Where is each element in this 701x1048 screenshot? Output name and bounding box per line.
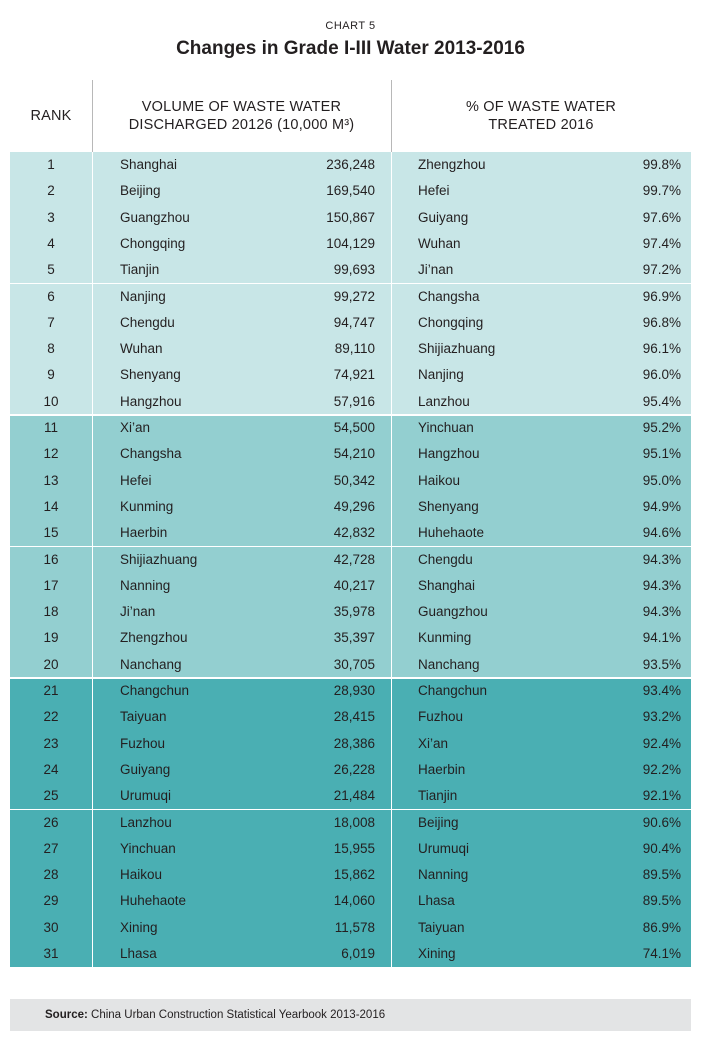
header-percent-line1: % OF WASTE WATER (465, 99, 617, 115)
volume-value-cell: 150,867 (326, 209, 375, 225)
treated-city-cell: Wuhan (418, 235, 461, 251)
treated-percent-cell: 96.0% (642, 367, 681, 383)
rank-cell: 25 (43, 788, 59, 804)
volume-city-cell: Urumuqi (120, 788, 172, 804)
rank-cell: 1 (47, 157, 55, 172)
treated-city-cell: Xining (418, 946, 456, 961)
volume-value-cell: 26,228 (333, 761, 375, 777)
table-row (10, 573, 691, 599)
rank-cell: 16 (43, 551, 59, 567)
treated-city-cell: Haikou (418, 472, 461, 488)
volume-city-cell: Guangzhou (120, 209, 190, 225)
volume-value-cell: 35,397 (333, 630, 375, 646)
rank-cell: 15 (43, 525, 59, 541)
treated-percent-cell: 95.2% (642, 420, 681, 435)
volume-value-cell: 54,500 (333, 420, 375, 435)
volume-value-cell: 28,386 (333, 735, 375, 751)
table-row (10, 862, 691, 888)
chart-title: Changes in Grade I-III Water 2013-2016 (176, 38, 525, 59)
treated-percent-cell: 96.8% (642, 314, 681, 330)
volume-value-cell: 49,296 (333, 498, 375, 514)
volume-city-cell: Nanjing (120, 288, 166, 304)
table-row (10, 468, 691, 494)
volume-value-cell: 94,747 (333, 314, 375, 330)
volume-city-cell: Shanghai (120, 157, 178, 172)
volume-city-cell: Chengdu (120, 314, 175, 330)
chart-label: CHART 5 (325, 20, 376, 32)
treated-percent-cell: 95.0% (642, 472, 681, 488)
treated-percent-cell: 97.6% (642, 209, 681, 225)
header-volume-line1: VOLUME OF WASTE WATER (141, 99, 342, 115)
treated-percent-cell: 92.4% (642, 735, 681, 751)
volume-city-cell: Beijing (120, 183, 161, 199)
table-row (10, 652, 691, 678)
column-divider (391, 152, 392, 967)
treated-percent-cell: 99.7% (642, 183, 681, 199)
treated-percent-cell: 97.2% (642, 262, 681, 278)
volume-value-cell: 40,217 (333, 577, 375, 593)
rank-cell: 31 (43, 946, 59, 961)
volume-value-cell: 104,129 (326, 235, 375, 251)
treated-percent-cell: 94.6% (642, 525, 681, 541)
treated-city-cell: Zhengzhou (418, 157, 486, 172)
volume-value-cell: 42,728 (333, 551, 375, 567)
rank-cell: 3 (47, 209, 55, 225)
treated-city-cell: Huhehaote (418, 525, 485, 541)
rank-cell: 21 (43, 683, 59, 698)
treated-city-cell: Beijing (418, 814, 459, 830)
volume-value-cell: 236,248 (326, 157, 375, 172)
table-row (10, 415, 691, 441)
rank-cell: 14 (43, 498, 59, 514)
table-row (10, 284, 691, 310)
volume-city-cell: Taiyuan (120, 709, 167, 725)
volume-city-cell: Haerbin (120, 525, 168, 541)
volume-city-cell: Haikou (120, 867, 163, 883)
treated-percent-cell: 95.4% (642, 393, 681, 409)
rank-cell: 18 (43, 604, 59, 620)
table-header (10, 80, 691, 152)
treated-percent-cell: 90.4% (642, 840, 681, 856)
treated-city-cell: Guangzhou (418, 604, 488, 620)
table-row (10, 310, 691, 336)
volume-city-cell: Wuhan (120, 341, 163, 357)
volume-value-cell: 99,272 (333, 288, 375, 304)
treated-percent-cell: 96.9% (642, 288, 681, 304)
volume-city-cell: Hefei (120, 472, 152, 488)
treated-city-cell: Nanning (418, 867, 469, 883)
rank-cell: 12 (43, 446, 59, 462)
table-row (10, 231, 691, 257)
treated-percent-cell: 94.3% (642, 604, 681, 620)
treated-city-cell: Shijiazhuang (418, 341, 496, 357)
source-note (10, 999, 691, 1031)
treated-city-cell: Nanchang (418, 656, 480, 672)
table-row (10, 810, 691, 836)
header-volume-line2: DISCHARGED 20126 (10,000 M³) (128, 117, 355, 133)
volume-value-cell: 169,540 (326, 183, 375, 199)
table-row (10, 441, 691, 467)
rank-cell: 24 (43, 761, 59, 777)
rank-cell: 17 (43, 577, 59, 593)
rank-cell: 6 (47, 288, 55, 304)
treated-city-cell: Taiyuan (418, 919, 465, 935)
volume-value-cell: 14,060 (333, 893, 375, 909)
rank-cell: 13 (43, 472, 59, 488)
rank-cell: 7 (47, 314, 55, 330)
volume-city-cell: Tianjin (120, 262, 160, 278)
table-row (10, 205, 691, 231)
volume-value-cell: 74,921 (333, 367, 375, 383)
rank-cell: 10 (43, 393, 59, 409)
table-row (10, 704, 691, 730)
volume-city-cell: Shijiazhuang (120, 551, 198, 567)
column-divider (92, 152, 93, 967)
tier-separator (10, 677, 691, 679)
treated-city-cell: Chongqing (418, 314, 484, 330)
volume-city-cell: Hangzhou (120, 393, 182, 409)
volume-value-cell: 15,955 (333, 840, 375, 856)
treated-percent-cell: 94.1% (642, 630, 681, 646)
volume-value-cell: 30,705 (333, 656, 375, 672)
treated-city-cell: Lhasa (418, 893, 455, 909)
volume-city-cell: Zhengzhou (120, 630, 188, 646)
table-row (10, 731, 691, 757)
treated-city-cell: Shenyang (418, 498, 479, 514)
rank-cell: 29 (43, 893, 59, 909)
treated-percent-cell: 90.6% (642, 814, 681, 830)
volume-city-cell: Kunming (120, 498, 174, 514)
table-row (10, 389, 691, 415)
volume-city-cell: Fuzhou (120, 735, 166, 751)
volume-value-cell: 21,484 (333, 788, 375, 804)
table-row (10, 625, 691, 651)
treated-city-cell: Chengdu (418, 551, 473, 567)
treated-city-cell: Yinchuan (418, 420, 474, 435)
treated-percent-cell: 95.1% (642, 446, 681, 462)
treated-percent-cell: 89.5% (642, 893, 681, 909)
volume-city-cell: Lhasa (120, 946, 157, 961)
header-percent (391, 80, 691, 152)
treated-percent-cell: 92.2% (642, 761, 681, 777)
treated-percent-cell: 99.8% (642, 157, 681, 172)
volume-value-cell: 99,693 (333, 262, 375, 278)
volume-city-cell: Xining (120, 919, 158, 935)
volume-city-cell: Nanning (120, 577, 171, 593)
treated-city-cell: Xi’an (418, 735, 449, 751)
volume-city-cell: Guiyang (120, 761, 171, 777)
header-rank (10, 80, 92, 152)
rank-cell: 22 (43, 709, 59, 725)
rank-cell: 8 (47, 341, 55, 357)
rank-cell: 23 (43, 735, 59, 751)
volume-value-cell: 28,415 (333, 709, 375, 725)
treated-percent-cell: 93.2% (642, 709, 681, 725)
treated-city-cell: Haerbin (418, 761, 466, 777)
treated-city-cell: Ji’nan (418, 262, 454, 278)
treated-city-cell: Tianjin (418, 788, 458, 804)
rank-cell: 11 (43, 420, 58, 435)
volume-city-cell: Changsha (120, 446, 182, 462)
volume-value-cell: 6,019 (341, 946, 375, 961)
table-row (10, 757, 691, 783)
table-row (10, 836, 691, 862)
treated-percent-cell: 86.9% (642, 919, 681, 935)
header-percent-line2: TREATED 2016 (488, 117, 594, 133)
volume-value-cell: 57,916 (333, 393, 375, 409)
treated-city-cell: Nanjing (418, 367, 464, 383)
rank-cell: 9 (47, 367, 55, 383)
treated-percent-cell: 89.5% (642, 867, 681, 883)
source-label: Source: (45, 1009, 88, 1021)
table-row (10, 520, 691, 546)
volume-city-cell: Xi’an (120, 420, 151, 435)
table-row (10, 362, 691, 388)
volume-city-cell: Huhehaote (120, 893, 187, 909)
source-text: China Urban Construction Statistical Yearbook 2013-2016 (91, 1009, 386, 1021)
volume-value-cell: 35,978 (333, 604, 375, 620)
volume-value-cell: 15,862 (333, 867, 375, 883)
table-row (10, 152, 691, 178)
table-row (10, 599, 691, 625)
volume-value-cell: 42,832 (333, 525, 375, 541)
volume-city-cell: Changchun (120, 683, 190, 698)
rank-cell: 27 (43, 840, 59, 856)
rank-cell: 26 (43, 814, 59, 830)
volume-city-cell: Shenyang (120, 367, 181, 383)
rank-cell: 2 (47, 183, 55, 199)
treated-city-cell: Guiyang (418, 209, 469, 225)
treated-percent-cell: 74.1% (642, 946, 681, 961)
volume-value-cell: 50,342 (333, 472, 375, 488)
volume-city-cell: Nanchang (120, 656, 182, 672)
treated-percent-cell: 93.4% (642, 683, 681, 698)
table-row (10, 678, 691, 704)
treated-city-cell: Hefei (418, 183, 450, 199)
treated-percent-cell: 94.3% (642, 577, 681, 593)
rank-cell: 19 (43, 630, 59, 646)
treated-city-cell: Lanzhou (418, 393, 470, 409)
tier-separator (10, 414, 691, 416)
volume-city-cell: Ji’nan (120, 604, 156, 620)
rank-cell: 4 (47, 235, 55, 251)
treated-city-cell: Changsha (418, 288, 480, 304)
table-row (10, 915, 691, 941)
rank-cell: 5 (47, 262, 55, 278)
treated-percent-cell: 94.9% (642, 498, 681, 514)
table-row (10, 783, 691, 809)
volume-city-cell: Chongqing (120, 235, 186, 251)
table-row (10, 257, 691, 283)
table-row (10, 336, 691, 362)
volume-city-cell: Lanzhou (120, 814, 172, 830)
volume-value-cell: 28,930 (333, 683, 375, 698)
volume-value-cell: 89,110 (334, 341, 375, 357)
volume-value-cell: 11,578 (334, 919, 375, 935)
treated-percent-cell: 92.1% (642, 788, 681, 804)
treated-city-cell: Fuzhou (418, 709, 464, 725)
treated-city-cell: Urumuqi (418, 840, 470, 856)
rank-cell: 30 (43, 919, 59, 935)
treated-percent-cell: 97.4% (642, 235, 681, 251)
treated-city-cell: Changchun (418, 683, 488, 698)
treated-city-cell: Shanghai (418, 577, 476, 593)
treated-city-cell: Kunming (418, 630, 472, 646)
table-row (10, 178, 691, 204)
header-volume (92, 80, 391, 152)
volume-city-cell: Yinchuan (120, 840, 176, 856)
table-row (10, 494, 691, 520)
header-rank-label: RANK (30, 108, 72, 124)
table-row (10, 941, 691, 967)
treated-percent-cell: 96.1% (642, 341, 681, 357)
volume-value-cell: 54,210 (333, 446, 375, 462)
treated-city-cell: Hangzhou (418, 446, 480, 462)
rank-cell: 20 (43, 656, 59, 672)
table-row (10, 888, 691, 914)
volume-value-cell: 18,008 (333, 814, 375, 830)
table-row (10, 547, 691, 573)
rank-cell: 28 (43, 867, 59, 883)
treated-percent-cell: 94.3% (642, 551, 681, 567)
treated-percent-cell: 93.5% (642, 656, 681, 672)
